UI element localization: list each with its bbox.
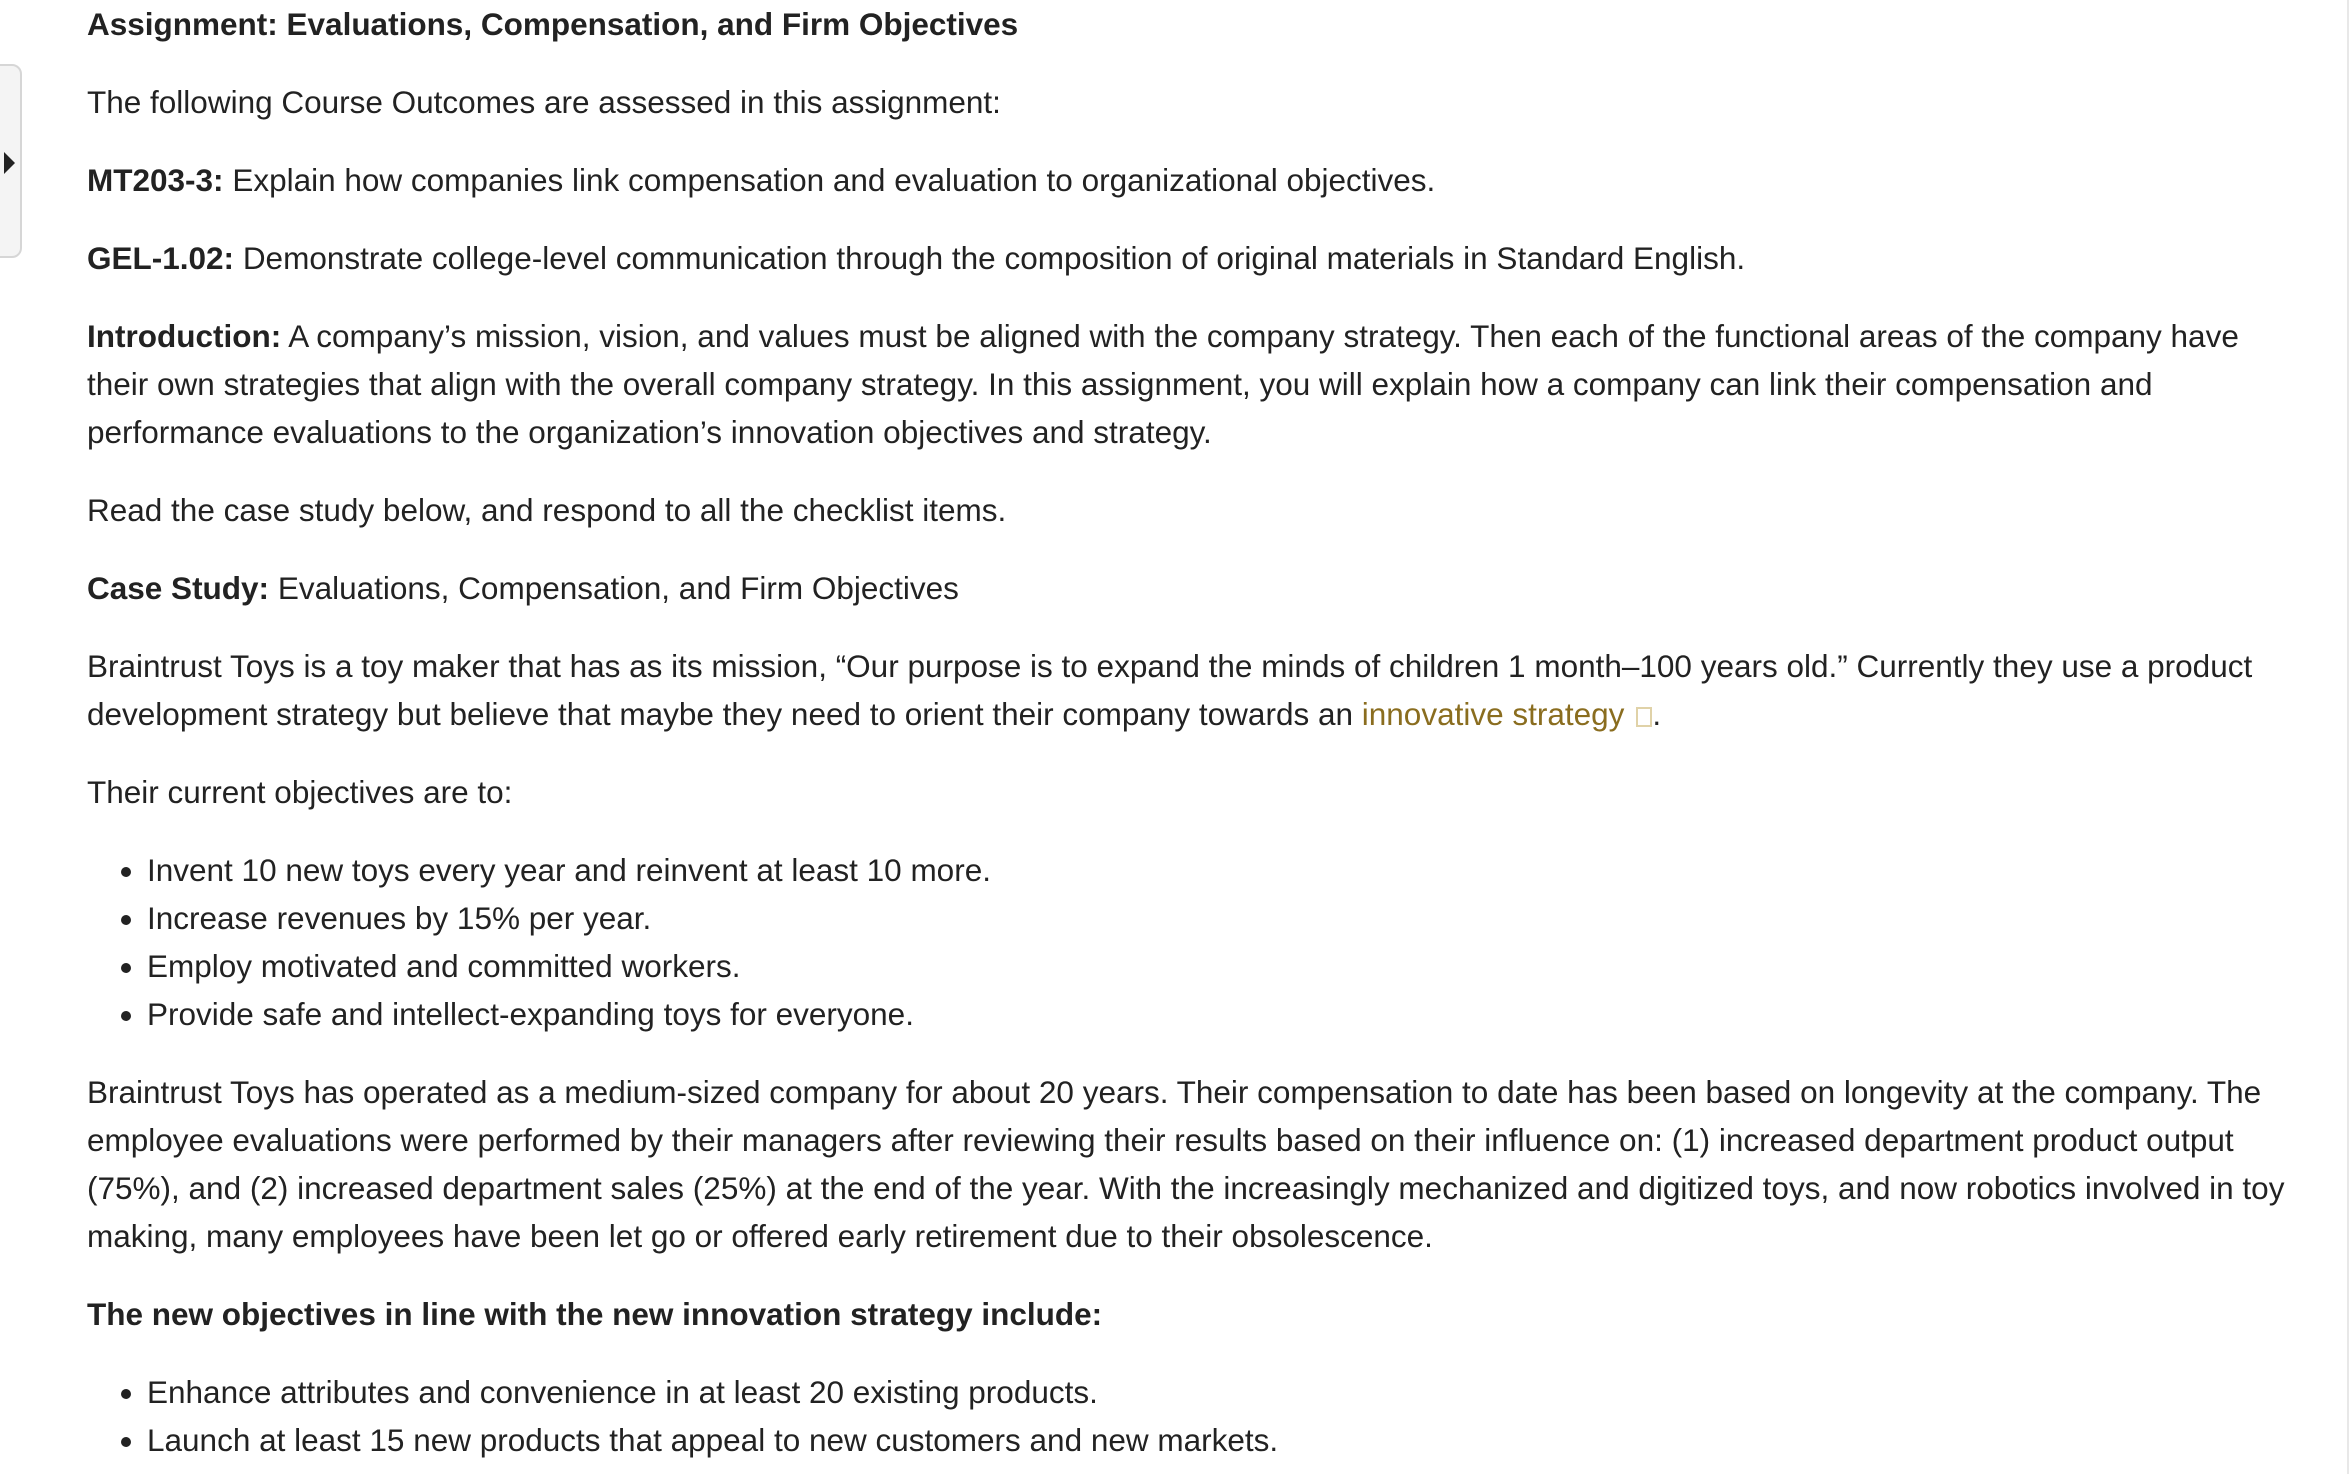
outcome-text: Explain how companies link compensation and evaluation to organizational objectives. [232, 162, 1436, 198]
instructions-paragraph: Read the case study below, and respond to all the checklist items. [87, 492, 1007, 528]
list-item: • Enhance attributes and convenience in at least 20 existing products. [147, 1368, 2287, 1416]
innovative-strategy-link-text: innovative strategy [1361, 696, 1625, 732]
mission-text: Braintrust Toys is a toy maker that has as its mission, “Our purpose is to expand the minds of children 1 month–100 years old.” Currently they use a product development strategy but believe that maybe they need to orient their company towards an [87, 648, 2253, 732]
innovative-strategy-link[interactable] [1362, 696, 1653, 732]
case-study-heading [87, 564, 2287, 612]
introduction-text: A company’s mission, vision, and values must be aligned with the company strategy. Then each of the functional areas of the company have their own strategies that align with the overall company strategy. In this assignment, you will explain how a company can link their compensation and performance evaluations to the organization’s innovation objectives and strategy. [87, 318, 2239, 450]
list-item: • Increase revenues by 15% per year. [147, 894, 2287, 942]
mission-paragraph [87, 642, 2287, 738]
introduction-label: Introduction: [87, 318, 282, 354]
caret-right-icon [4, 152, 15, 174]
external-link-icon [1636, 707, 1652, 727]
current-objectives-intro: Their current objectives are to: [87, 774, 513, 810]
list-item: • Invent 10 new toys every year and reinvent at least 10 more. [147, 846, 2287, 894]
case-study-label: Case Study: [87, 570, 270, 606]
list-item: • Employ motivated and committed workers. [147, 942, 2287, 990]
new-objectives-heading-text: The new objectives in line with the new innovation strategy include: [87, 1296, 1103, 1332]
outcomes-intro: The following Course Outcomes are assessed in this assignment: [87, 84, 1001, 120]
outcome-mt203-3 [87, 156, 2287, 204]
assignment-title: Assignment: Evaluations, Compensation, and Firm Objectives [87, 6, 1019, 42]
list-item: • Provide safe and intellect-expanding toys for everyone. [147, 990, 2287, 1038]
new-objectives-heading [87, 1290, 2287, 1338]
introduction-paragraph [87, 312, 2287, 456]
case-study-title: Evaluations, Compensation, and Firm Objectives [277, 570, 959, 606]
outcome-code: MT203-3: [87, 162, 224, 198]
list-item: • Launch at least 15 new products that appeal to new customers and new markets. [147, 1416, 2287, 1464]
outcome-gel-1-02 [87, 234, 2287, 282]
new-objectives-list [87, 1368, 2287, 1464]
mission-period: . [1652, 696, 1662, 732]
current-objectives-list [87, 846, 2287, 1038]
sidebar-toggle-tab[interactable] [0, 64, 22, 258]
assignment-content [87, 0, 2287, 1474]
outcome-code: GEL-1.02: [87, 240, 235, 276]
outcome-text: Demonstrate college-level communication through the composition of original materials in Standard English. [242, 240, 1746, 276]
history-paragraph: Braintrust Toys has operated as a medium-sized company for about 20 years. Their compensation to date has been based on longevity at the company. The employee evaluations were performed by their managers after reviewing their results based on their influence on: (1) increased department product output (75%), and (2) increased department sales (25%) at the end of the year. With the increasingly mechanized and digitized toys, and now robotics involved in toy making, many employees have been let go or offered early retirement due to their obsolescence. [87, 1074, 2285, 1254]
